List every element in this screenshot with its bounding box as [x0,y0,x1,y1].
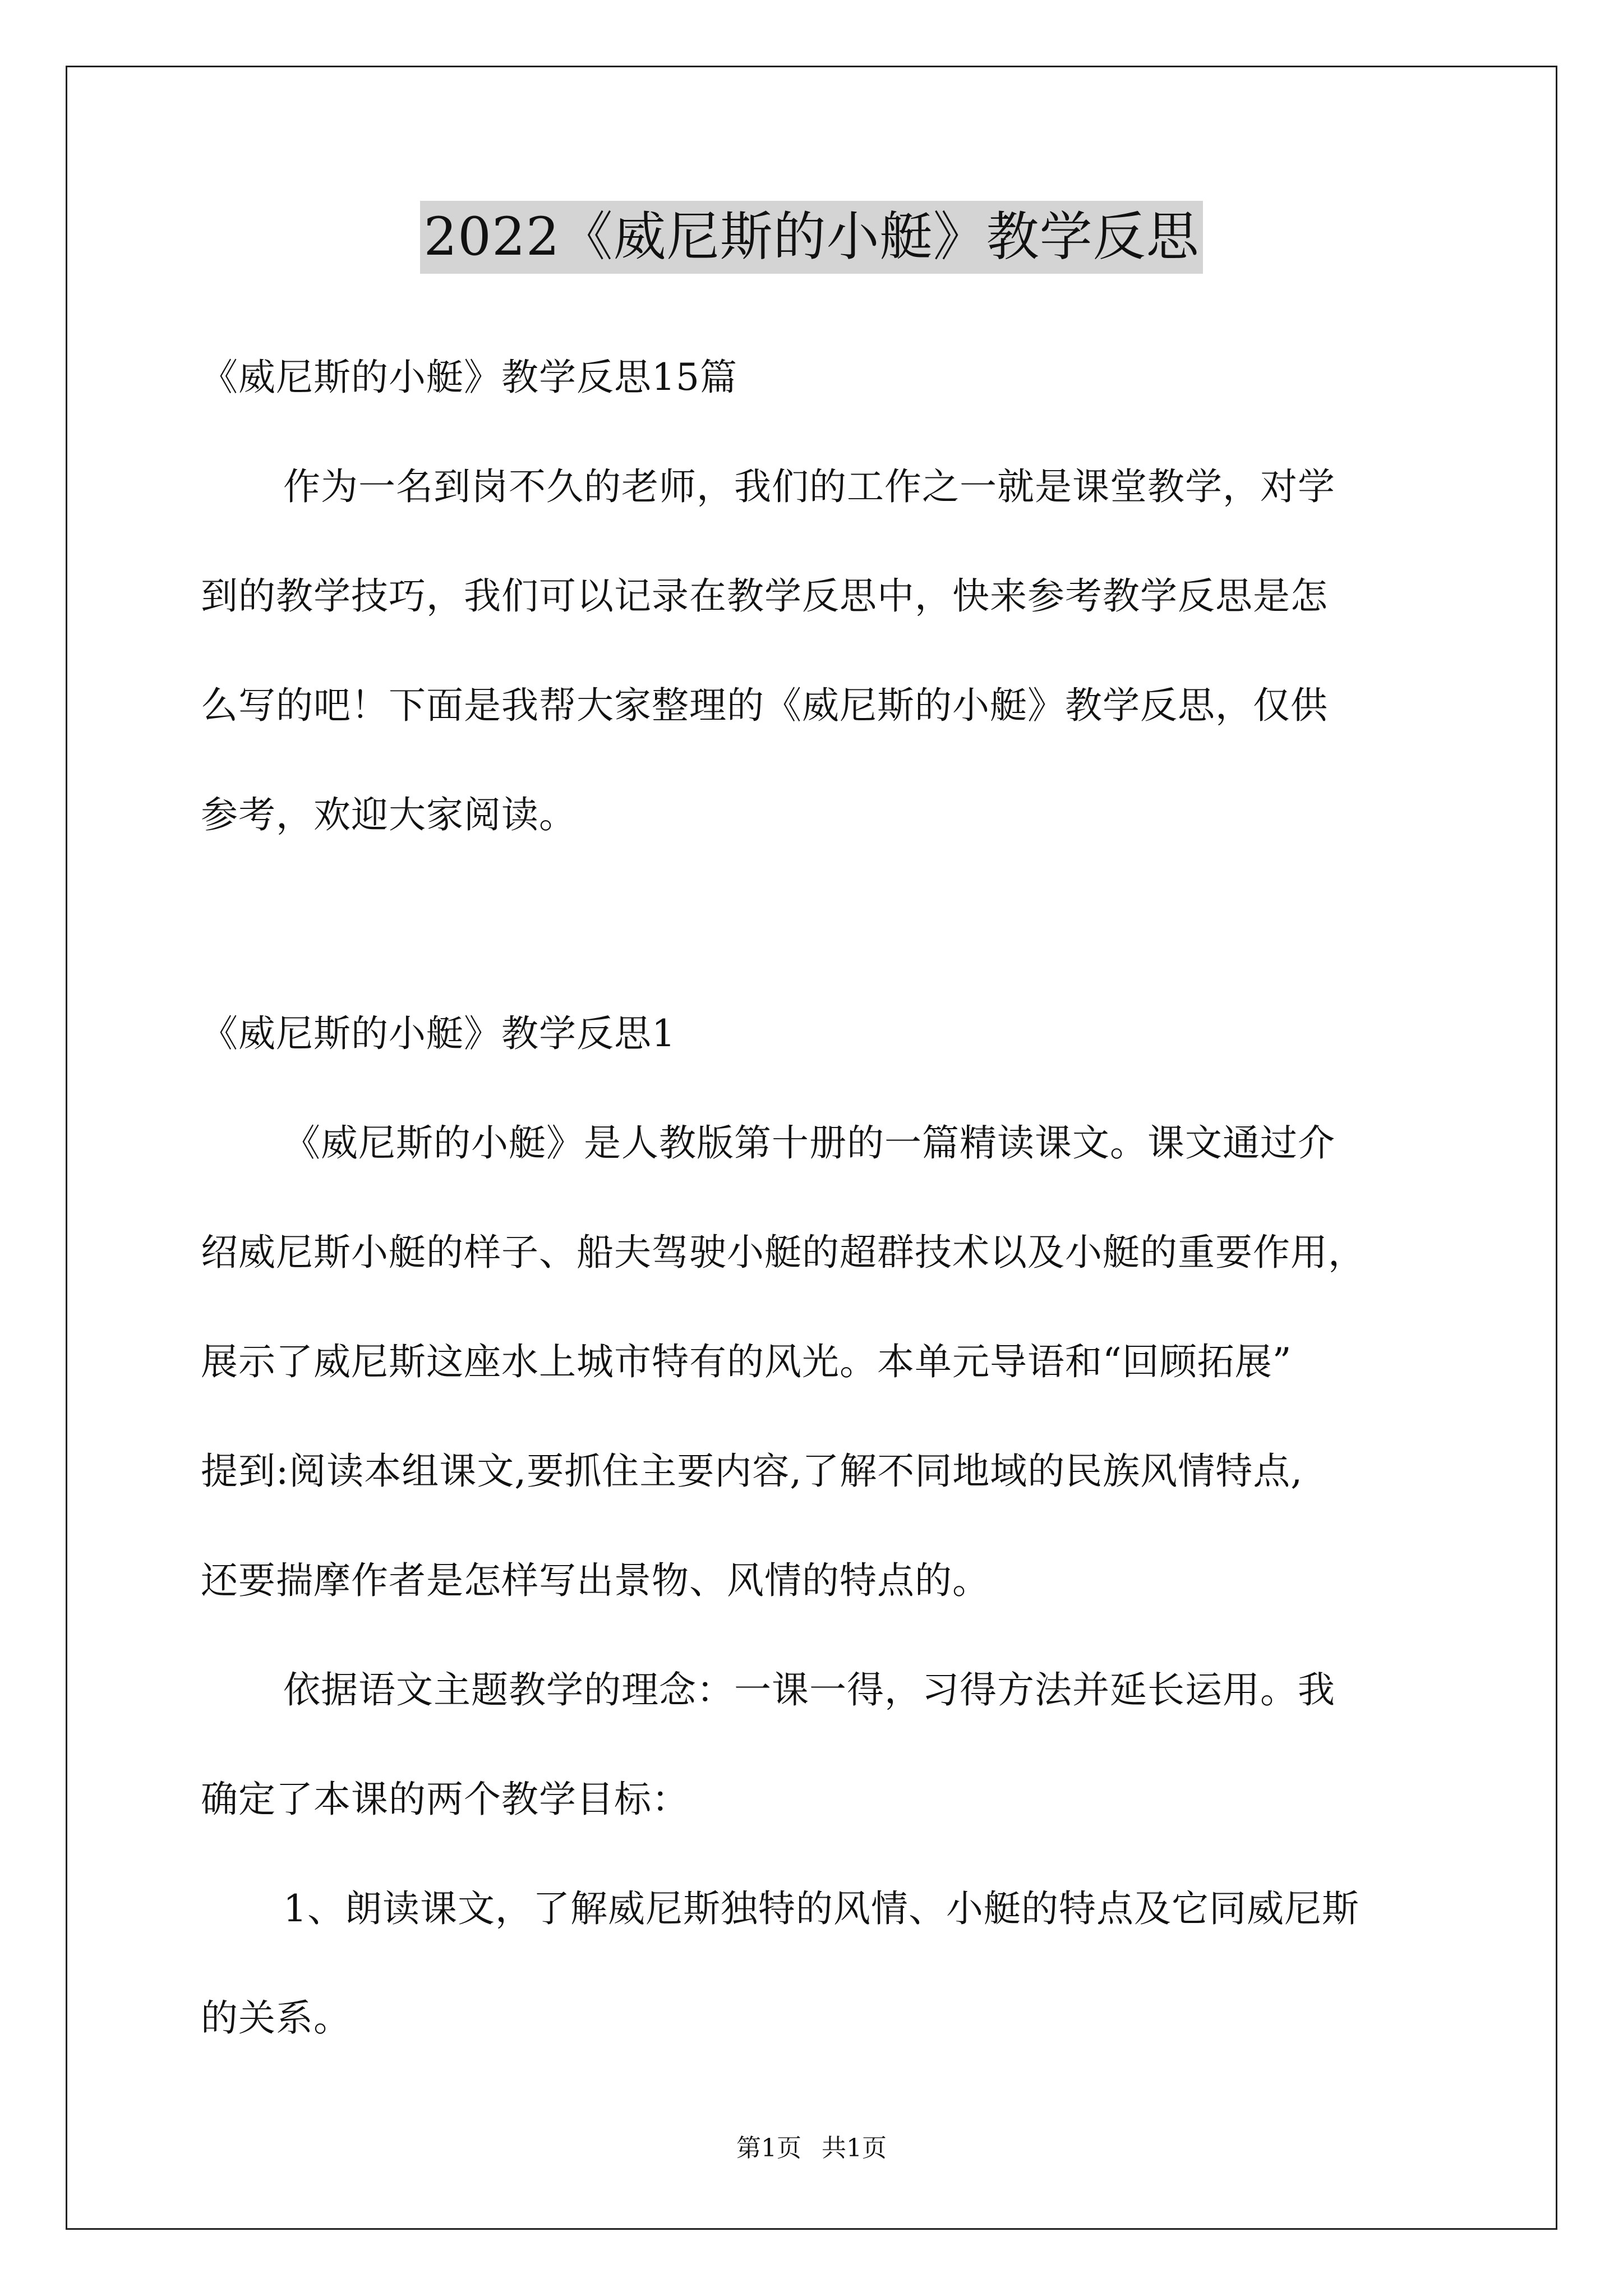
body-paragraph-line: 展示了威尼斯这座水上城市特有的风光。本单元导语和“回顾拓展” [201,1340,1292,1383]
body-paragraph-line: 确定了本课的两个教学目标： [201,1778,689,1821]
intro-paragraph-line: 么写的吧！下面是我帮大家整理的《威尼斯的小艇》教学反思，仅供 [201,684,1328,727]
body-paragraph-line: 依据语文主题教学的理念：一课一得，习得方法并延长运用。我 [283,1668,1335,1711]
document-title: 2022《威尼斯的小艇》教学反思 [420,201,1202,274]
intro-paragraph-line: 参考，欢迎大家阅读。 [201,793,577,836]
section-heading-1: 《威尼斯的小艇》教学反思1 [201,1012,676,1055]
body-paragraph-line: 还要揣摩作者是怎样写出景物、风情的特点的。 [201,1559,990,1602]
title-container [0,201,1623,274]
list-item-line: 的关系。 [201,1996,351,2040]
intro-paragraph-line: 到的教学技巧，我们可以记录在教学反思中，快来参考教学反思是怎 [201,574,1328,618]
intro-paragraph-line: 作为一名到岗不久的老师，我们的工作之一就是课堂教学，对学 [283,465,1335,508]
page-total: 共1页 [822,2134,887,2162]
body-paragraph-line: 绍威尼斯小艇的样子、船夫驾驶小艇的超群技术以及小艇的重要作用， [201,1231,1366,1274]
page-current: 第1页 [736,2134,801,2162]
page-footer [0,2132,1623,2165]
body-paragraph-line: 《威尼斯的小艇》是人教版第十册的一篇精读课文。课文通过介 [283,1121,1335,1165]
section-heading-collection: 《威尼斯的小艇》教学反思15篇 [201,356,737,399]
list-item-line: 1、朗读课文，了解威尼斯独特的风情、小艇的特点及它同威尼斯 [283,1887,1359,1930]
body-paragraph-line: 提到:阅读本组课文,要抓住主要内容,了解不同地域的民族风情特点, [201,1450,1303,1493]
